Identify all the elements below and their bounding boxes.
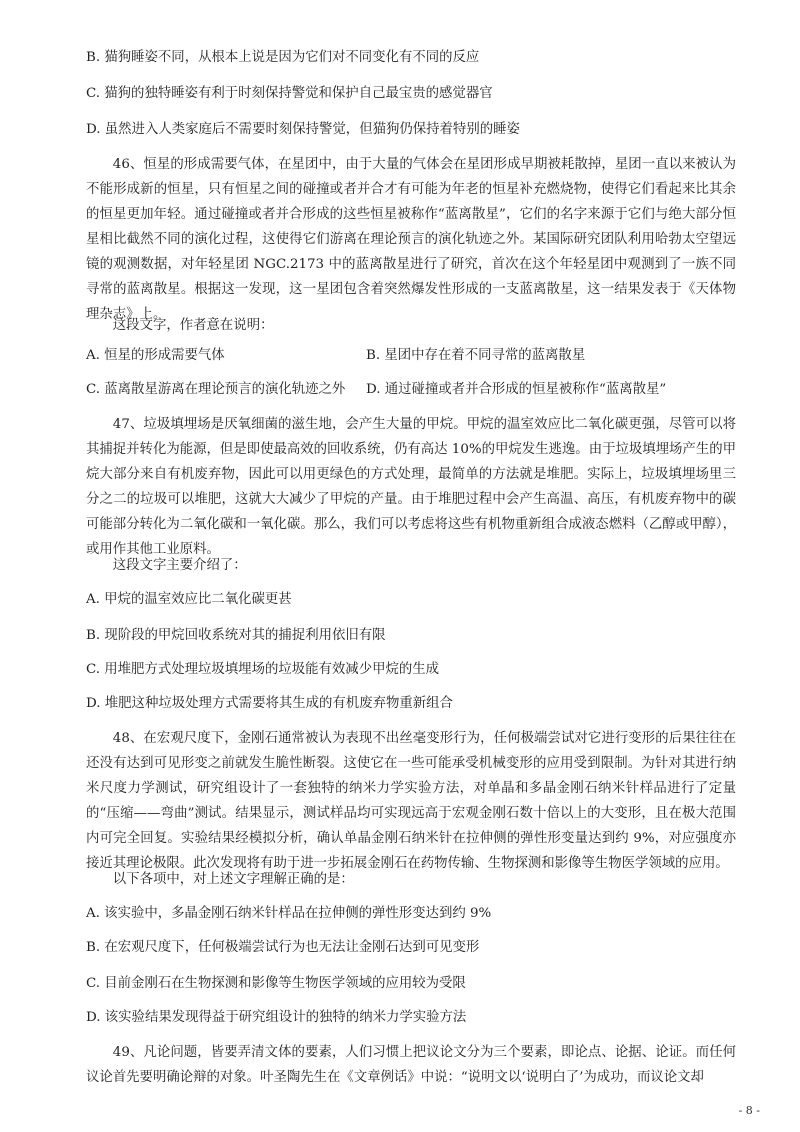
q47-option-c: C. 用堆肥方式处理垃圾填埋场的垃圾能有效减少甲烷的生成	[86, 662, 440, 677]
q46-option-a: A. 恒星的形成需要气体	[86, 348, 225, 363]
q48-question-stem: 以下各项中，对上述文字理解正确的是：	[112, 872, 354, 887]
q46-option-d: D. 通过碰撞或者并合形成的恒星被称作“蓝离散星”	[366, 382, 667, 397]
q47-passage: 47、垃圾填埋场是厌氧细菌的滋生地，会产生大量的甲烷。甲烷的温室效应比二氧化碳更强，尽管可以将其捕捉并转化为能源，但是即使最高效的回收系统，仍有高达 10%的甲烷发生逃逸。由于垃圾填埋场产生的甲烷大部分来自有机废弃物，因此可以用更绿色的方式处理，最简单的方法就是堆肥。实际上，垃圾填埋场里三分之二的垃圾可以堆肥，这就大大减少了甲烷的产量。由于堆肥过程中会产生高温、高压，有机废弃物中的碳可能部分转化为二氧化碳和一氧化碳。那么，我们可以考虑将这些有机物重新组合成液态燃料（乙醇或甲醇），或用作其他工业原料。	[86, 417, 736, 557]
q46-option-b: B. 星团中存在着不同寻常的蓝离散星	[366, 348, 586, 363]
q47-option-b: B. 现阶段的甲烷回收系统对其的捕捉利用依旧有限	[86, 628, 386, 643]
page-number: - 8 -	[738, 1104, 760, 1117]
q48-option-c: C. 目前金刚石在生物探测和影像等生物医学领域的应用较为受限	[86, 976, 466, 991]
q45-option-d: D. 虽然进入人类家庭后不需要时刻保持警觉，但猫狗仍保持着特别的睡姿	[86, 122, 520, 137]
q48-option-d: D. 该实验结果发现得益于研究组设计的独特的纳米力学实验方法	[86, 1010, 467, 1025]
q49-passage: 49、凡论问题，皆要弄清文体的要素，人们习惯上把议论文分为三个要素，即论点、论据、论证。而任何议论首先要明确论辩的对象。叶圣陶先生在《文章例话》中说：“说明文以‘说明白了’为成功，而议论文却	[86, 1045, 736, 1085]
q45-option-c: C. 猫狗的独特睡姿有利于时刻保持警觉和保护自己最宝贵的感觉器官	[86, 86, 493, 101]
q47-option-d: D. 堆肥这种垃圾处理方式需要将其生成的有机废弃物重新组合	[86, 696, 453, 711]
q47-option-a: A. 甲烷的温室效应比二氧化碳更甚	[86, 592, 292, 607]
q46-question-stem: 这段文字，作者意在说明：	[112, 318, 274, 333]
q46-option-c: C. 蓝离散星游离在理论预言的演化轨迹之外	[86, 382, 346, 397]
q48-option-a: A. 该实验中，多晶金刚石纳米针样品在拉伸侧的弹性形变达到约 9%	[86, 906, 492, 921]
q47-question-stem: 这段文字主要介绍了：	[112, 558, 247, 573]
q48-option-b: B. 在宏观尺度下，任何极端尝试行为也无法让金刚石达到可见变形	[86, 940, 480, 955]
q46-passage: 46、恒星的形成需要气体，在星团中，由于大量的气体会在星团形成早期被耗散掉，星团一直以来被认为不能形成新的恒星，只有恒星之间的碰撞或者并合才有可能为年老的恒星补充燃烧物，使得它们看起来比其余的恒星更加年轻。通过碰撞或者并合形成的这些恒星被称作“蓝离散星”，它们的名字来源于它们与绝大部分恒星相比截然不同的演化过程，这使得它们游离在理论预言的演化轨迹之外。某国际研究团队利用哈勃太空望远镜的观测数据，对年轻星团 NGC.2173 中的蓝离散星进行了研究，首次在这个年轻星团中观测到了一族不同寻常的蓝离散星。根据这一发现，这一星团包含着突然爆发性形成的一支蓝离散星，这一结果发表于《天体物理杂志》上。	[86, 157, 736, 322]
q48-passage: 48、在宏观尺度下，金刚石通常被认为表现不出丝毫变形行为，任何极端尝试对它进行变形的后果往往在还没有达到可见形变之前就发生脆性断裂。这使它在一些可能承受机械变形的应用受到限制。为针对其进行纳米尺度力学测试，研究组设计了一套独特的纳米力学实验方法，对单晶和多晶金刚石纳米针样品进行了定量的“压缩——弯曲”测试。结果显示，测试样品均可实现远高于宏观金刚石数十倍以上的大变形，且在极大范围内可完全回复。实验结果经模拟分析，确认单晶金刚石纳米针在拉伸侧的弹性形变量达到约 9%，对应强度亦接近其理论极限。此次发现将有助于进一步拓展金刚石在药物传输、生物探测和影像等生物医学领域的应用。	[86, 731, 736, 871]
q45-option-b: B. 猫狗睡姿不同，从根本上说是因为它们对不同变化有不同的反应	[86, 50, 480, 65]
